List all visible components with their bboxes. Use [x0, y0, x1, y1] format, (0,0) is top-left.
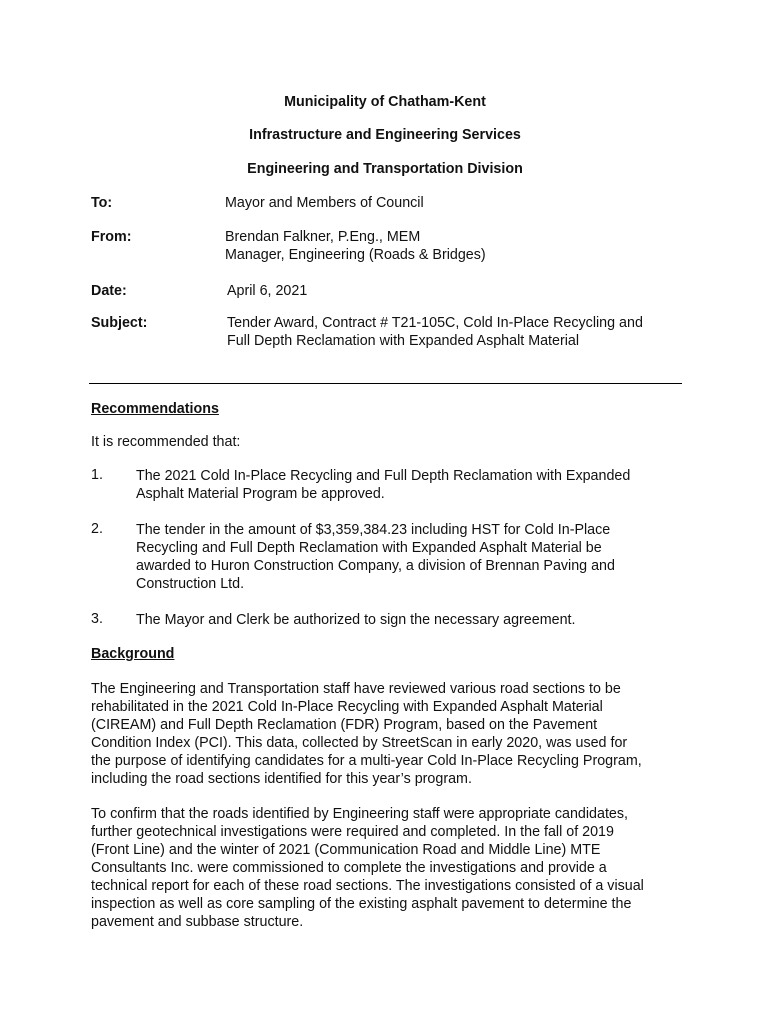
- date-value: April 6, 2021: [227, 283, 308, 299]
- paragraph-line: (Front Line) and the winter of 2021 (Communication Road and Middle Line) MTE: [91, 842, 601, 858]
- paragraph-line: further geotechnical investigations were required and completed. In the fall of 2019: [91, 824, 614, 840]
- date-label: Date:: [91, 283, 127, 299]
- recommendations-intro: It is recommended that:: [91, 434, 241, 450]
- list-item-number: 2.: [91, 521, 103, 537]
- recommendations-heading: Recommendations: [91, 401, 219, 417]
- paragraph-line: pavement and subbase structure.: [91, 914, 304, 930]
- to-value: Mayor and Members of Council: [225, 195, 424, 211]
- paragraph-line: Consultants Inc. were commissioned to complete the investigations and provide a: [91, 860, 607, 876]
- from-value: [225, 228, 486, 264]
- list-item-line: Recycling and Full Depth Reclamation with Expanded Asphalt Material be: [136, 540, 602, 556]
- paragraph-line: the purpose of identifying candidates for a multi-year Cold In-Place Recycling Program,: [91, 753, 642, 769]
- list-item: [136, 611, 676, 629]
- department-heading: Infrastructure and Engineering Services: [249, 127, 521, 143]
- list-item-line: Asphalt Material Program be approved.: [136, 486, 385, 502]
- paragraph-line: (CIREAM) and Full Depth Reclamation (FDR) Program, based on the Pavement: [91, 717, 598, 733]
- municipality-heading: Municipality of Chatham-Kent: [284, 94, 486, 110]
- subject-label: Subject:: [91, 315, 148, 331]
- list-item-line: The tender in the amount of $3,359,384.23 including HST for Cold In-Place: [136, 522, 611, 538]
- paragraph-line: inspection as well as core sampling of the existing asphalt pavement to determine the: [91, 896, 632, 912]
- paragraph-line: including the road sections identified for this year’s program.: [91, 771, 472, 787]
- paragraph-line: technical report for each of these road sections. The investigations consisted of a visual: [91, 878, 644, 894]
- list-item: [136, 521, 676, 593]
- list-item-number: 1.: [91, 467, 103, 483]
- subject-line: Tender Award, Contract # T21-105C, Cold In-Place Recycling and: [227, 315, 643, 331]
- list-item-number: 3.: [91, 611, 103, 627]
- paragraph-line: rehabilitated in the 2021 Cold In-Place Recycling with Expanded Asphalt Material: [91, 699, 603, 715]
- background-paragraph-1: [91, 680, 691, 788]
- to-label: To:: [91, 195, 113, 211]
- list-item-line: awarded to Huron Construction Company, a division of Brennan Paving and: [136, 558, 615, 574]
- background-heading: Background: [91, 646, 175, 662]
- from-label: From:: [91, 229, 132, 245]
- from-title: Manager, Engineering (Roads & Bridges): [225, 247, 486, 263]
- list-item-line: Construction Ltd.: [136, 576, 245, 592]
- paragraph-line: To confirm that the roads identified by Engineering staff were appropriate candidates,: [91, 806, 628, 822]
- list-item: [136, 467, 676, 503]
- division-heading: Engineering and Transportation Division: [247, 161, 523, 177]
- divider-rule: [89, 383, 682, 384]
- from-name: Brendan Falkner, P.Eng., MEM: [225, 229, 421, 245]
- list-item-line: The 2021 Cold In-Place Recycling and Full Depth Reclamation with Expanded: [136, 468, 631, 484]
- list-item-line: The Mayor and Clerk be authorized to sign the necessary agreement.: [136, 612, 576, 628]
- subject-line: Full Depth Reclamation with Expanded Asphalt Material: [227, 333, 580, 349]
- background-paragraph-2: [91, 805, 691, 931]
- paragraph-line: Condition Index (PCI). This data, collected by StreetScan in early 2020, was used for: [91, 735, 628, 751]
- paragraph-line: The Engineering and Transportation staff have reviewed various road sections to be: [91, 681, 621, 697]
- subject-value: [227, 314, 643, 350]
